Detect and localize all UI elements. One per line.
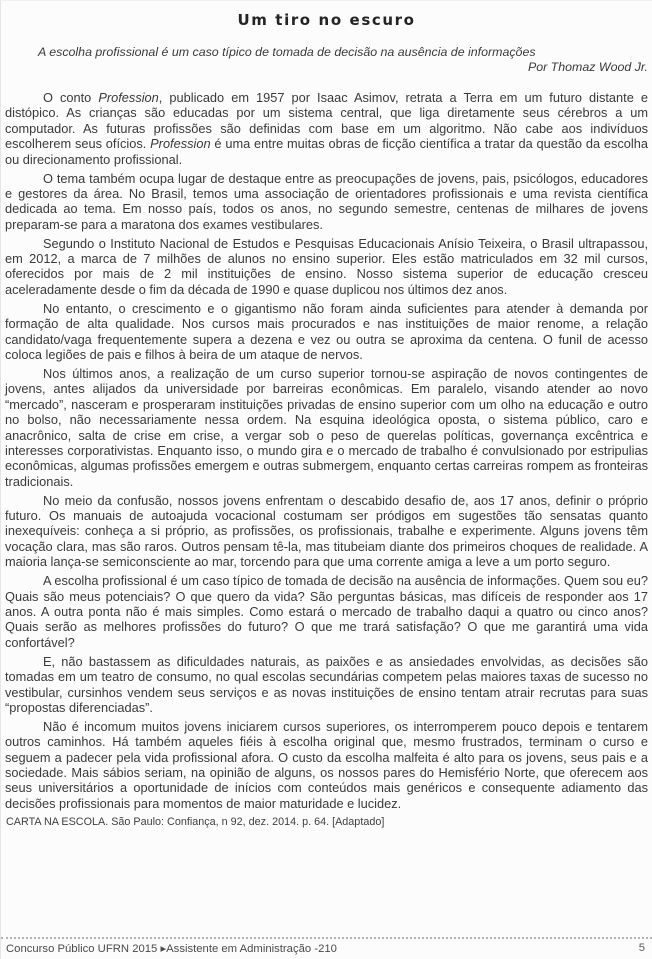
document-byline: Por Thomaz Wood Jr.	[527, 60, 648, 74]
footer-page-number: 5	[638, 942, 645, 954]
body-paragraph: O tema também ocupa lugar de destaque entre as preocupações de jovens, pais, psicólogos, educadores e gestores da área. No Brasil, temos uma associação de orientadores profissionais e uma revista científica dedicada ao tema. Em nosso país, todos os anos, no segundo semestre, centenas de milhares de jovens preparam-se para a maratona dos exames vestibulares.	[5, 170, 648, 232]
page-footer	[1, 937, 652, 959]
body-paragraph: A escolha profissional é um caso típico de tomada de decisão na ausência de informações. Quem sou eu? Quais são meus potenciais? O que quero da vida? São perguntas básicas, mas difíceis de responder aos 17 anos. A outra ponta não é mais simples. Como estará o mercado de trabalho daqui a quatro ou cinco anos? Quais serão as melhores profissões do futuro? O que me trará satisfação? O que me garantirá uma vida confortável?	[5, 573, 648, 650]
body-paragraph: O conto Profession, publicado em 1957 por Isaac Asimov, retrata a Terra em um futuro distante e distópico. As crianças são educadas por um sistema central, que liga diretamente seus cérebros a um computador. As futuras profissões são definidas com base em um algoritmo. Não cabe aos indivíduos escolherem seus ofícios. Profession é uma entre muitas obras de ficção científica a tratar da questão da escolha ou direcionamento profissional.	[5, 90, 649, 167]
document-subtitle: A escolha profissional é um caso típico de tomada de decisão na ausência de informações	[38, 45, 536, 59]
body-paragraph: E, não bastassem as dificuldades naturais, as paixões e as ansiedades envolvidas, as decisões são tomadas em um teatro de consumo, no qual escolas secundárias competem pelas maiores taxas de sucesso no vestibular, cursinhos vendem seus serviços e as novas instituições de ensino tentam atrair recrutas para suas “propostas diferenciadas”.	[5, 653, 648, 715]
body-paragraph: No meio da confusão, nossos jovens enfrentam o descabido desafio de, aos 17 anos, definir o próprio futuro. Os manuais de autoajuda vocacional costumam ser pródigos em sugestões tão sensatas quanto inexequíveis: conheça a si próprio, as profissões, os profissionais, trabalhe e experimente. Alguns jovens têm vocação clara, mas são raros. Outros pensam tê-la, mas titubeiam diante dos primeiros choques de realidade. A maioria lança-se semiconsciente ao mar, torcendo para que uma corrente amiga a leve a um porto seguro.	[5, 492, 648, 570]
body-paragraph: Nos últimos anos, a realização de um curso superior tornou-se aspiração de novos contingentes de jovens, antes alijados da universidade por barreiras econômicas. Em paralelo, visando atender ao novo “mercado”, nasceram e prosperaram instituições privadas de ensino superior com um olho na educação e outro no bolso, não necessariamente nessa ordem. Na esquina ideológica oposta, o sistema público, caro e anacrônico, salta de crise em crise, a vergar sob o peso de querelas políticas, governança excêntrica e interesses corporativistas. Enquanto isso, o mundo gira e o mercado de trabalho é convulsionado por estripulias econômicas, algumas profissões emergem e outras submergem, enquanto certas carreiras rompem as fronteiras tradicionais.	[5, 365, 648, 489]
body-paragraph: Segundo o Instituto Nacional de Estudos e Pesquisas Educacionais Anísio Teixeira, o Brasil ultrapassou, em 2012, a marca de 7 milhões de alunos no ensino superior. Eles estão matriculados em 32 mil cursos, oferecidos por mais de 2 mil instituições de ensino. Nosso sistema superior de educação cresceu aceleradamente desde o fim da década de 1990 e quase duplicou nos últimos dez anos.	[5, 235, 648, 297]
body-paragraph: Não é incomum muitos jovens iniciarem cursos superiores, os interromperem pouco depois e tentarem outros caminhos. Há também aqueles fiéis à escolha original que, mesmo frustrados, terminam o curso e seguem a padecer pela vida profissional afora. O custo da escolha malfeita é alto para os jovens, seus pais e a sociedade. Mais sábios seriam, na opinião de alguns, os nossos pares do Hemisfério Norte, que oferecem aos seus universitários a oportunidade de inícios com conteúdos mais genéricos e consequente adiamento das decisões profissionais para momentos de maior maturidade e lucidez.	[5, 718, 648, 811]
page-title: Um tiro no escuro	[237, 11, 416, 29]
body-paragraph: No entanto, o crescimento e o gigantismo não foram ainda suficientes para atender à demanda por formação de alta qualidade. Nos cursos mais procurados e nas instituições de maior renome, a relação candidato/vaga frequentemente supera a dezena e vez ou outra se aproxima da centena. O funil de acesso coloca legiões de pais e filhos à beira de um ataque de nervos.	[5, 300, 648, 362]
document-body	[5, 90, 648, 811]
footer-exam-label: Concurso Público UFRN 2015 ▸Assistente em Administração -210	[6, 943, 337, 955]
source-citation: CARTA NA ESCOLA. São Paulo: Confiança, n 92, dez. 2014. p. 64. [Adaptado]	[6, 816, 385, 829]
